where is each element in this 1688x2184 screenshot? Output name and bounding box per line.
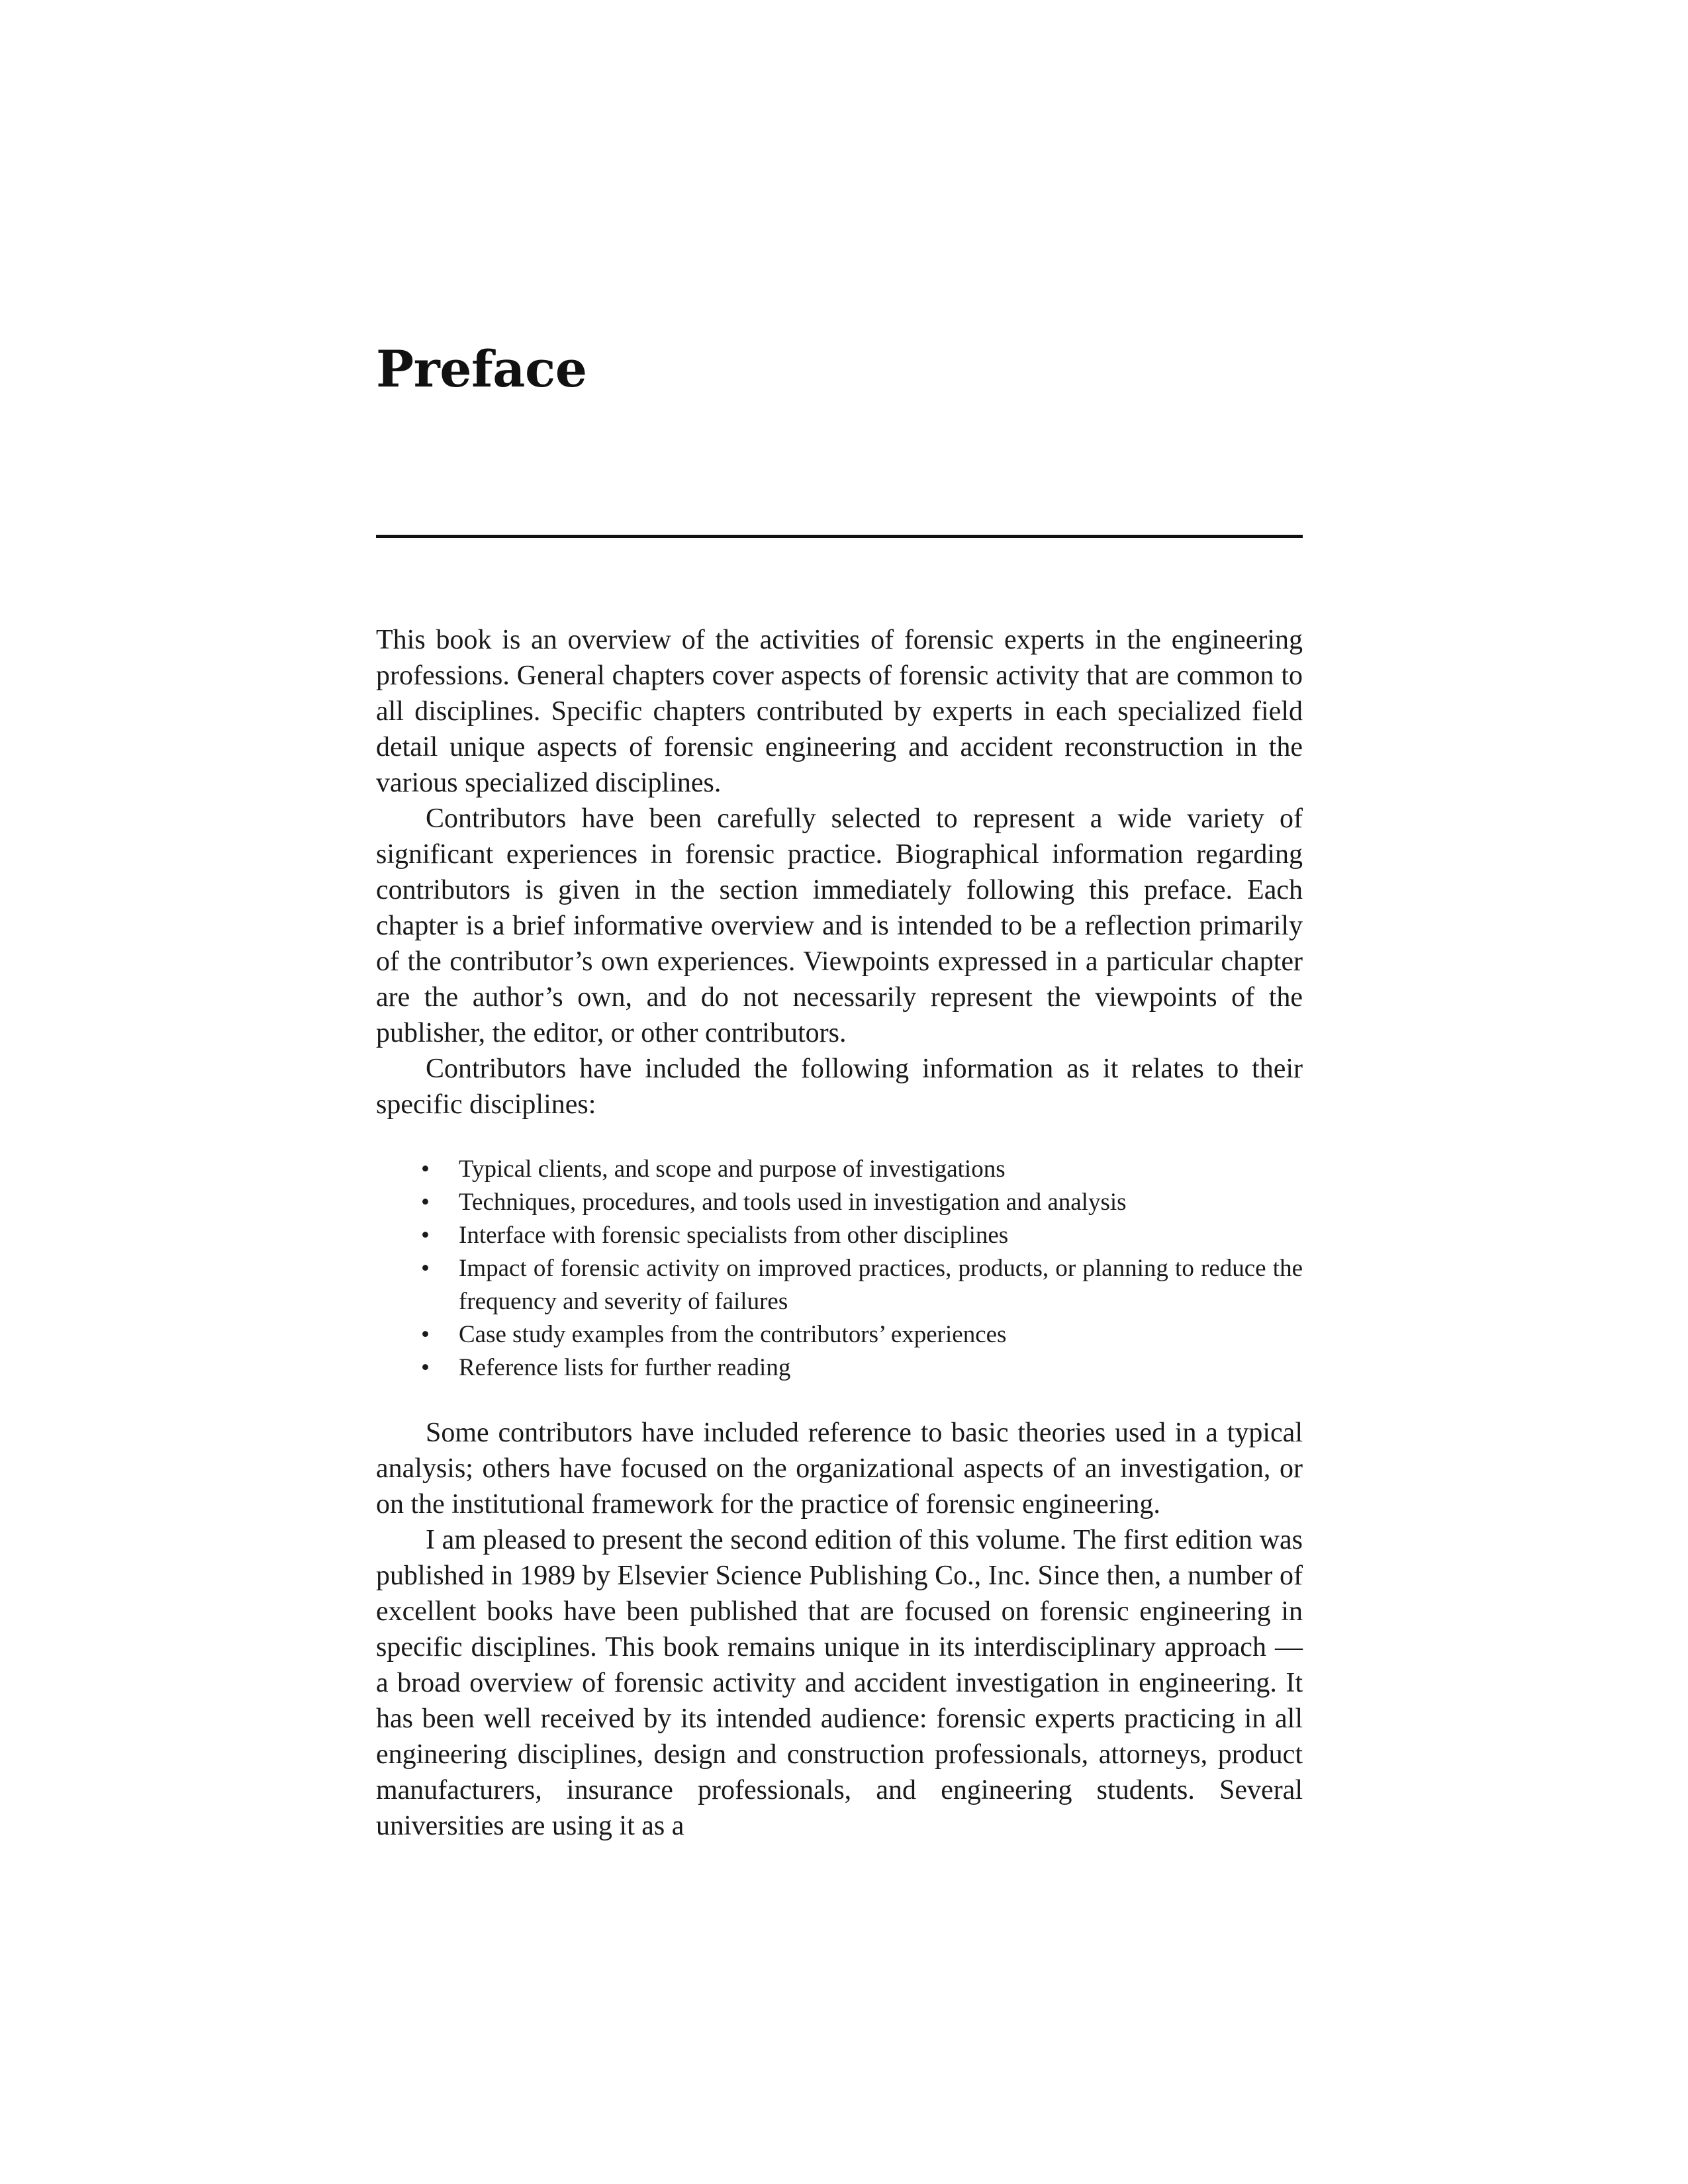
- list-item: [421, 1318, 1303, 1351]
- page-title: Preface: [376, 340, 587, 398]
- list-item: [421, 1186, 1303, 1219]
- list-item-text: Case study examples from the contributors’ experiences: [459, 1321, 1007, 1348]
- list-item-text: Techniques, procedures, and tools used in investigation and analysis: [459, 1189, 1127, 1216]
- paragraph-overview: This book is an overview of the activities of forensic experts in the engineering professions. General chapters cover aspects of forensic activity that are common to all disciplines. Specific chapters contributed by experts in each specialized field detail unique aspects of forensic engineering and accident reconstruction in the various specialized disciplines.: [376, 625, 1303, 798]
- paragraph-second-edition: I am pleased to present the second edition of this volume. The first edition was published in 1989 by Elsevier Science Publishing Co., Inc. Since then, a number of excellent books have been published that are focused on forensic engineering in specific disciplines. This book remains unique in its interdisciplinary approach — a broad overview of forensic activity and accident investigation in engineering. It has been well received by its intended audience: forensic experts practicing in all engineering disciplines, design and construction professionals, attorneys, product manufacturers, insurance professionals, and engineering students. Several universities are using it as a: [376, 1525, 1303, 1841]
- list-item: [421, 1351, 1303, 1385]
- bullet-icon: •: [421, 1354, 430, 1381]
- list-item-text: Impact of forensic activity on improved practices, products, or planning to reduce the frequency and severity of failures: [459, 1255, 1303, 1315]
- list-item: [421, 1252, 1303, 1318]
- list-item: [421, 1153, 1303, 1186]
- bullet-icon: •: [421, 1321, 430, 1348]
- preface-body: [376, 622, 1303, 1844]
- document-page: [376, 0, 1303, 2184]
- list-item-text: Typical clients, and scope and purpose of investigations: [459, 1156, 1006, 1183]
- paragraph-contributors: Contributors have been carefully selected to represent a wide variety of significant experiences in forensic practice. Biographical information regarding contributors is given in the section immediately following this preface. Each chapter is a brief informative overview and is intended to be a reflection primarily of the contributor’s own experiences. Viewpoints expressed in a particular chapter are the author’s own, and do not necessarily represent the viewpoints of the publisher, the editor, or other contributors.: [376, 803, 1303, 1048]
- bullet-icon: •: [421, 1222, 430, 1249]
- list-item: [421, 1219, 1303, 1252]
- bullet-icon: •: [421, 1255, 430, 1282]
- list-item-text: Interface with forensic specialists from other disciplines: [459, 1222, 1009, 1249]
- title-rule: [376, 535, 1303, 538]
- bullet-icon: •: [421, 1189, 430, 1216]
- paragraph-information-intro: Contributors have included the following information as it relates to their specific disciplines:: [376, 1054, 1303, 1120]
- information-list: [376, 1153, 1303, 1385]
- paragraph-theories: Some contributors have included reference to basic theories used in a typical analysis; others have focused on the organizational aspects of an investigation, or on the institutional framework for the practice of forensic engineering.: [376, 1418, 1303, 1520]
- bullet-icon: •: [421, 1156, 430, 1183]
- list-item-text: Reference lists for further reading: [459, 1354, 791, 1381]
